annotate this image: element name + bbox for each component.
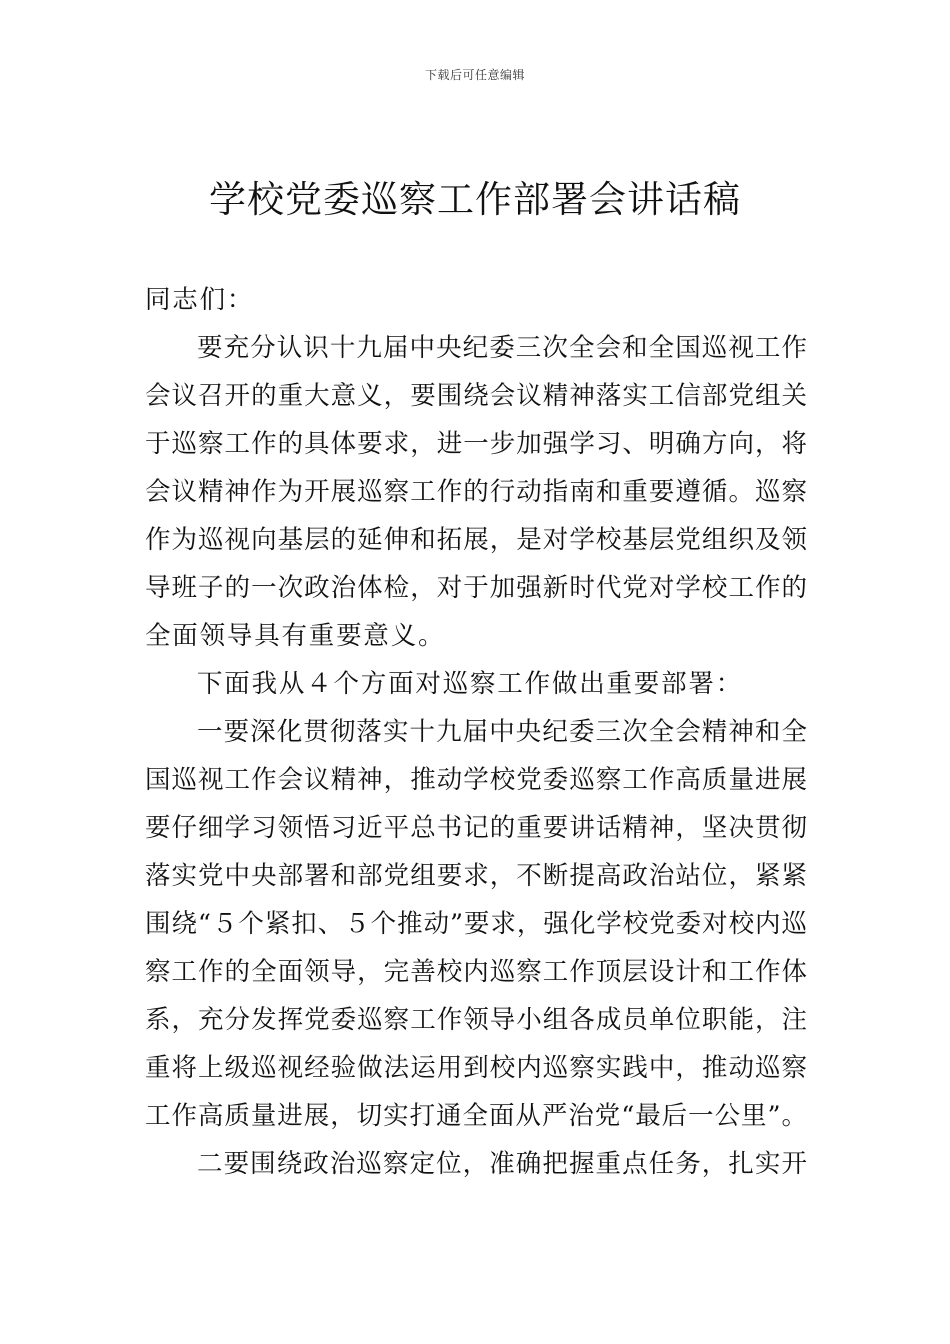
paragraph-3-line-8: 重将上级巡视经验做法运用到校内巡察实践中，推动巡察 [145, 1053, 807, 1083]
paragraph-4-line-1: 二要围绕政治巡察定位，准确把握重点任务，扎实开 [197, 1149, 807, 1179]
document-title: 学校党委巡察工作部署会讲话稿 [209, 178, 741, 221]
salutation-line: 同志们： [145, 285, 255, 315]
paragraph-1-line-5: 作为巡视向基层的延伸和拓展，是对学校基层党组织及领 [145, 525, 807, 555]
paragraph-3-line-1: 一要深化贯彻落实十九届中央纪委三次全会精神和全 [197, 717, 807, 747]
paragraph-1-line-1: 要充分认识十九届中央纪委三次全会和全国巡视工作 [197, 333, 807, 363]
paragraph-1-line-2: 会议召开的重大意义，要围绕会议精神落实工信部党组关 [145, 381, 807, 411]
paragraph-1-line-7: 全面领导具有重要意义。 [145, 621, 446, 651]
paragraph-1-line-3: 于巡察工作的具体要求，进一步加强学习、明确方向，将 [145, 429, 807, 459]
paragraph-3-line-9: 工作高质量进展，切实打通全面从严治党“最后一公里”。 [145, 1101, 807, 1131]
paragraph-3-line-3: 要仔细学习领悟习近平总书记的重要讲话精神，坚决贯彻 [145, 813, 807, 843]
paragraph-2-line-1: 下面我从４个方面对巡察工作做出重要部署： [197, 669, 744, 699]
header-note: 下载后可任意编辑 [424, 68, 525, 82]
paragraph-3-line-4: 落实党中央部署和部党组要求，不断提高政治站位，紧紧 [145, 861, 807, 891]
paragraph-3-line-5: 围绕“５个紧扣、５个推动”要求，强化学校党委对校内巡 [145, 909, 807, 939]
document-body [145, 276, 807, 1188]
paragraph-1-line-6: 导班子的一次政治体检，对于加强新时代党对学校工作的 [145, 573, 807, 603]
paragraph-3-line-2: 国巡视工作会议精神，推动学校党委巡察工作高质量进展 [145, 765, 807, 795]
paragraph-3-line-7: 系，充分发挥党委巡察工作领导小组各成员单位职能，注 [145, 1005, 807, 1035]
paragraph-3-line-6: 察工作的全面领导，完善校内巡察工作顶层设计和工作体 [145, 957, 807, 987]
paragraph-1-line-4: 会议精神作为开展巡察工作的行动指南和重要遵循。巡察 [145, 477, 807, 507]
